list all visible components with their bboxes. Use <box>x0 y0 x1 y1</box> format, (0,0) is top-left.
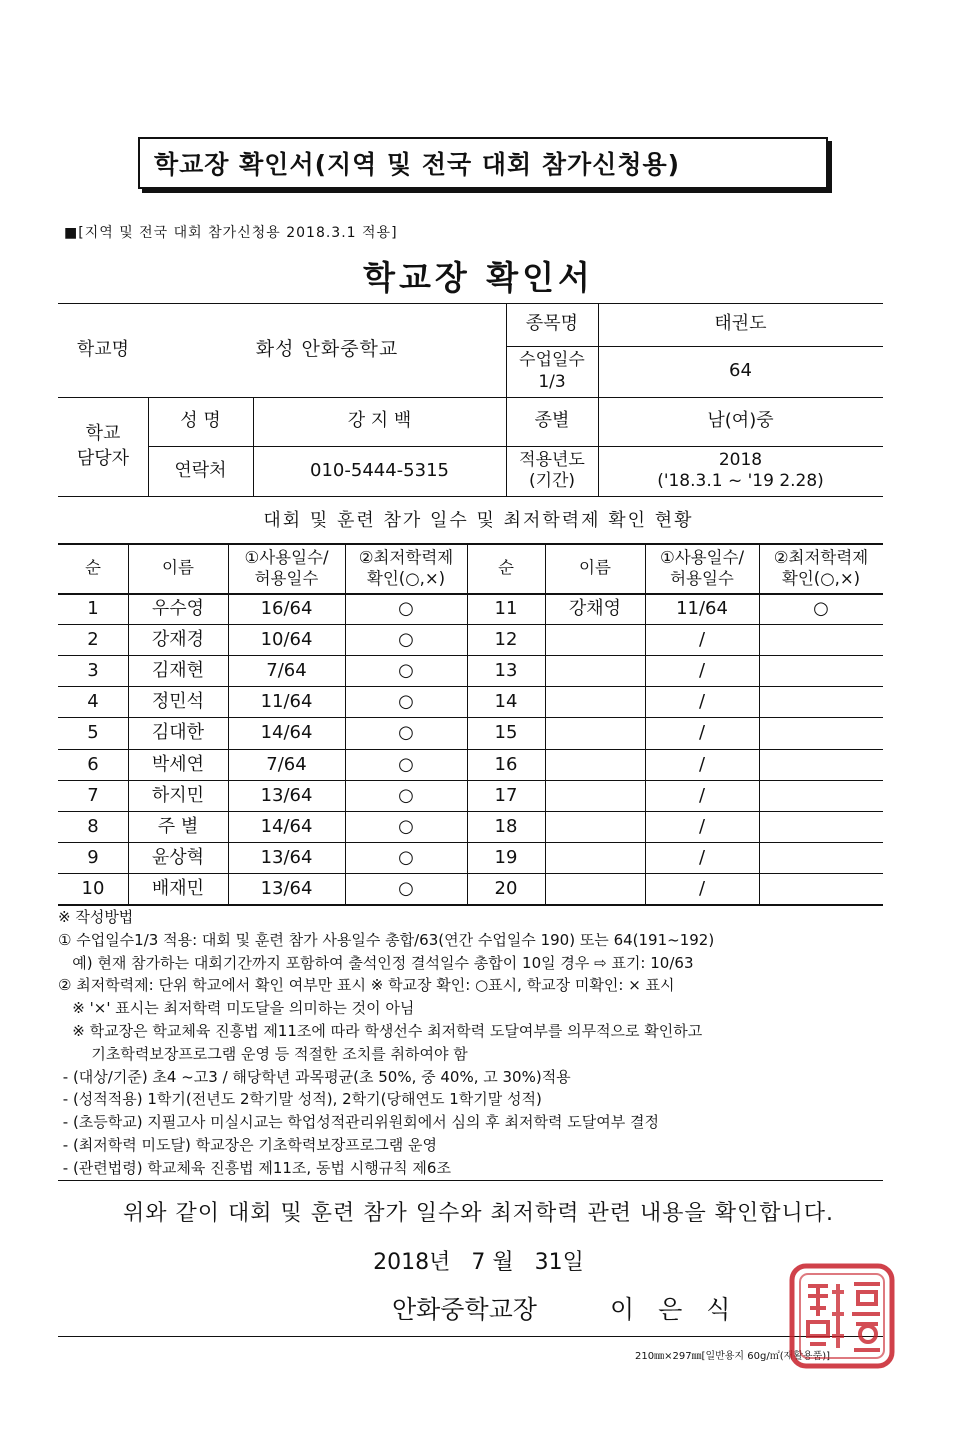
cell-confirm <box>759 717 883 748</box>
cell-name <box>545 811 645 842</box>
cell-days: 13/64 <box>260 846 313 868</box>
cell-name <box>545 842 645 873</box>
cell-confirm <box>759 842 883 873</box>
cell-days: 13/64 <box>260 877 313 899</box>
cell-confirm: ○ <box>398 628 414 650</box>
note-line: - (최저학력 미도달) 학교장은 기초학력보장프로그램 운영 <box>58 1135 437 1154</box>
cell-confirm: ○ <box>398 784 414 806</box>
cell-days: 14/64 <box>260 721 313 743</box>
manager-label: 학교 담당자 <box>76 423 130 469</box>
cell-name: 김재현 <box>151 659 205 681</box>
cell-confirm <box>759 811 883 842</box>
cell-no: 14 <box>494 690 518 712</box>
cell-confirm: ○ <box>813 597 829 619</box>
note-line: - (성적적용) 1학기(전년도 2학기말 성적), 2학기(당해연도 1학기말 성적) <box>58 1090 542 1109</box>
document-title: 학교장 확인서 <box>363 258 594 297</box>
note-line: - (관련법령) 학교체육 진흥법 제11조, 동법 시행규칙 제6조 <box>58 1158 451 1177</box>
cell-name: 주 별 <box>157 815 199 837</box>
cell-confirm: ○ <box>398 753 414 775</box>
cell-name: 박세연 <box>151 753 205 775</box>
cell-confirm <box>759 686 883 717</box>
gender-value: 남(여)중 <box>707 410 774 432</box>
cell-no: 13 <box>494 659 518 681</box>
cell-days: 11/64 <box>260 690 313 712</box>
cell-days: / <box>698 659 706 681</box>
cell-no: 9 <box>87 846 99 868</box>
note-line: - (초등학교) 지필고사 미실시교는 학업성적관리위원회에서 심의 후 최저학력 도달여부 결정 <box>58 1113 659 1132</box>
cell-confirm <box>759 749 883 780</box>
cell-days: 7/64 <box>266 659 307 681</box>
cell-name <box>545 749 645 780</box>
cell-name: 김대한 <box>151 721 205 743</box>
cell-name: 강채영 <box>568 597 622 619</box>
note-line: 예) 현재 참가하는 대회기간까지 포함하여 출석인정 결석일수 총합이 10일 경우 ⇨ 표기: 10/63 <box>58 953 694 972</box>
col-header-days: ①사용일수/ 허용일수 <box>659 547 745 588</box>
col-header-min-academic: ②최저학력제 확인(○,×) <box>773 547 869 588</box>
cell-no: 6 <box>87 753 99 775</box>
cell-confirm: ○ <box>398 721 414 743</box>
cell-confirm <box>759 873 883 904</box>
cell-days: / <box>698 877 706 899</box>
cell-name <box>545 624 645 655</box>
cell-days: / <box>698 846 706 868</box>
cell-days: 11/64 <box>676 597 728 619</box>
cell-name <box>545 717 645 748</box>
note-line: ※ 작성방법 <box>58 908 134 926</box>
cell-name: 윤상혁 <box>151 846 205 868</box>
cell-name: 우수영 <box>151 597 205 619</box>
name-value: 강 지 백 <box>347 410 412 432</box>
cell-confirm: ○ <box>398 846 414 868</box>
cell-days: / <box>698 628 706 650</box>
cell-no: 7 <box>87 784 99 806</box>
cell-name: 정민석 <box>151 690 205 712</box>
cell-name: 강재경 <box>151 628 205 650</box>
cell-days: 16/64 <box>260 597 313 619</box>
official-seal-icon <box>788 1262 896 1370</box>
cell-name <box>545 655 645 686</box>
section-title: 대회 및 훈련 참가 일수 및 최저학력제 확인 현황 <box>263 510 694 531</box>
year-label: 적용년도 (기간) <box>519 449 585 491</box>
school-value: 화성 안화중학교 <box>255 338 399 361</box>
principal-title: 안화중학교장 <box>392 1295 537 1324</box>
confirmation-statement: 위와 같이 대회 및 훈련 참가 일수와 최저학력 관련 내용을 확인합니다. <box>123 1201 834 1226</box>
note-line: - (대상/기준) 초4 ~고3 / 해당학년 과목평균(초 50%, 중 40%, 고 30%)적용 <box>58 1067 571 1086</box>
cell-name <box>545 780 645 811</box>
cell-days: / <box>698 690 706 712</box>
event-label: 종목명 <box>525 313 579 335</box>
cell-no: 3 <box>87 659 99 681</box>
cell-name <box>545 686 645 717</box>
note-line: ② 최저학력제: 단위 학교에서 확인 여부만 표시 ※ 학교장 확인: ○표시, 학교장 미확인: × 표시 <box>58 976 675 995</box>
form-subnote: ■[지역 및 전국 대회 참가신청용 2018.3.1 적용] <box>64 225 398 241</box>
col-header-min-academic: ②최저학력제 확인(○,×) <box>358 547 454 588</box>
cell-no: 20 <box>494 877 518 899</box>
contact-label: 연락처 <box>174 459 227 481</box>
cell-no: 1 <box>87 597 99 619</box>
col-header-no: 순 <box>498 558 514 578</box>
cell-confirm: ○ <box>398 659 414 681</box>
note-line: ① 수업일수1/3 적용: 대회 및 훈련 참가 사용일수 총합/63(연간 수업일수 190) 또는 64(191~192) <box>58 930 715 949</box>
principal-name: 이 은 식 <box>610 1295 739 1324</box>
cell-name <box>545 873 645 904</box>
year-value: 2018 ('18.3.1 ~ '19 2.28) <box>657 449 824 491</box>
cell-no: 18 <box>494 815 518 837</box>
cell-confirm: ○ <box>398 815 414 837</box>
note-line: 기초학력보장프로그램 운영 등 적절한 조치를 취하여야 함 <box>58 1044 468 1063</box>
header-title-box <box>138 137 828 189</box>
cell-confirm: ○ <box>398 690 414 712</box>
school-label: 학교명 <box>76 338 130 360</box>
cell-days: 14/64 <box>260 815 313 837</box>
cell-confirm <box>759 780 883 811</box>
cell-no: 15 <box>494 721 518 743</box>
cell-days: / <box>698 753 706 775</box>
cell-confirm: ○ <box>398 597 414 619</box>
cell-no: 8 <box>87 815 99 837</box>
issue-date: 2018년 7 월 31일 <box>373 1250 584 1275</box>
cell-no: 19 <box>494 846 518 868</box>
name-label: 성 명 <box>180 410 221 432</box>
note-line: ※ 학교장은 학교체육 진흥법 제11조에 따라 학생선수 최저학력 도달여부를 의무적으로 확인하고 <box>58 1021 703 1040</box>
paper-spec: 210㎜×297㎜[일반용지 60g/㎡(재활용품)] <box>635 1351 831 1362</box>
cell-no: 2 <box>87 628 99 650</box>
cell-name: 하지민 <box>151 784 205 806</box>
cell-days: 13/64 <box>260 784 313 806</box>
cell-confirm <box>759 655 883 686</box>
cell-no: 5 <box>87 721 99 743</box>
cell-days: / <box>698 815 706 837</box>
cell-days: / <box>698 784 706 806</box>
cell-days: 7/64 <box>266 753 307 775</box>
cell-days: / <box>698 721 706 743</box>
cell-days: 10/64 <box>260 628 313 650</box>
gender-label: 종별 <box>534 410 570 432</box>
contact-value: 010-5444-5315 <box>310 459 449 481</box>
days-label: 수업일수 1/3 <box>519 350 585 392</box>
days-value: 64 <box>729 360 752 382</box>
col-header-name: 이름 <box>162 558 194 578</box>
cell-no: 17 <box>494 784 518 806</box>
cell-no: 12 <box>494 628 518 650</box>
event-value: 태권도 <box>714 313 767 335</box>
cell-confirm <box>759 624 883 655</box>
col-header-name: 이름 <box>579 558 611 578</box>
col-header-days: ①사용일수/ 허용일수 <box>244 547 329 588</box>
cell-no: 16 <box>494 753 518 775</box>
note-line: ※ '×' 표시는 최저학력 미도달을 의미하는 것이 아님 <box>58 999 415 1018</box>
cell-no: 4 <box>87 690 99 712</box>
col-header-no: 순 <box>85 558 101 578</box>
writing-notes <box>58 906 908 1180</box>
cell-confirm: ○ <box>398 877 414 899</box>
cell-name: 배재민 <box>151 877 205 899</box>
header-title: 학교장 확인서(지역 및 전국 대회 참가신청용) <box>154 150 681 179</box>
cell-no: 10 <box>81 877 105 899</box>
cell-no: 11 <box>494 597 518 619</box>
